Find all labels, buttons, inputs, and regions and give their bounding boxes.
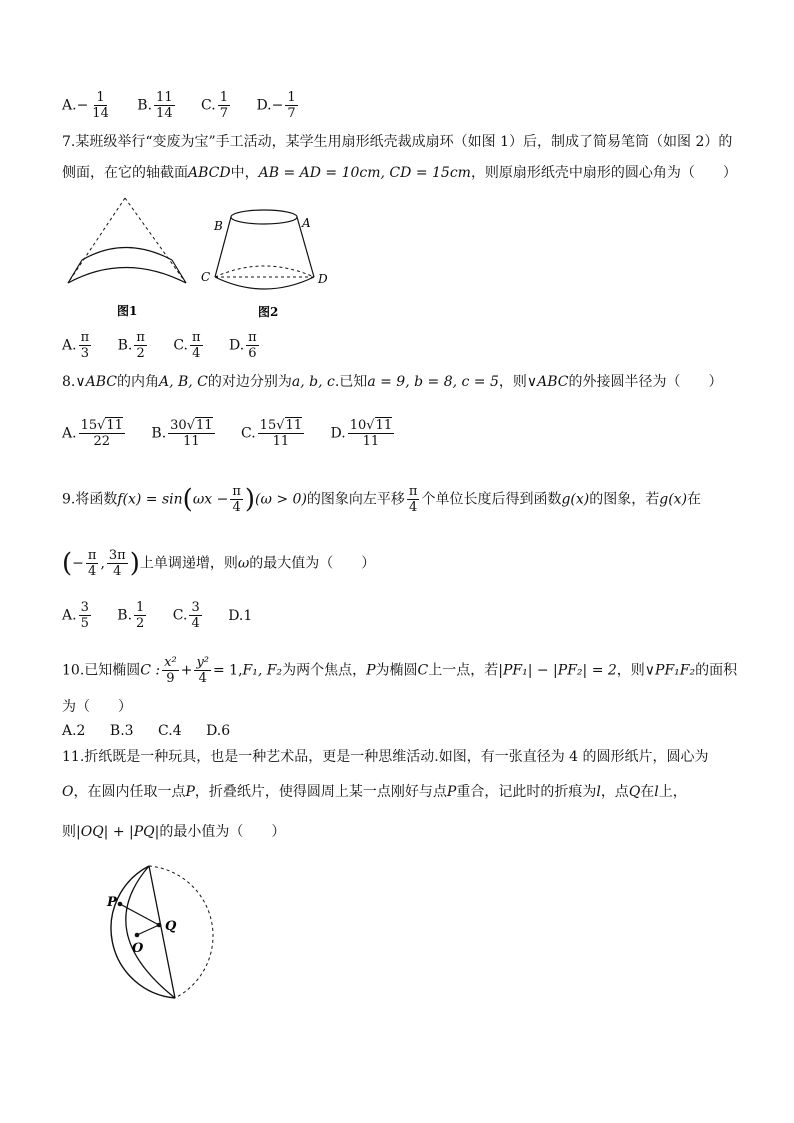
fig2-label-d: D — [318, 272, 328, 286]
q7-options — [62, 330, 281, 361]
q8-option-a[interactable]: A. $\frac{15√11}{22}$ — [62, 418, 123, 449]
q11-stem-line2: O，在圆内任取一点P，折叠纸片，使得圆周上某一点刚好与点P重合，记此时的折痕为l，点Q在l上， — [62, 784, 687, 800]
q9-stem-line2: (− $\frac{\pi}{4}$ , $\frac{3\pi}{4}$ )上单调递增，则ω的最大值为（ ） — [62, 548, 376, 579]
q10-option-d[interactable]: D.6 — [206, 723, 231, 739]
q10-options — [62, 721, 250, 741]
q7-figure-1 — [62, 195, 192, 320]
q10-option-b[interactable]: B.3 — [109, 723, 134, 739]
q8-options — [62, 418, 416, 449]
q10-stem-line1: 10.已知椭圆C : $\frac{\text{x²}}{9}$ + $\frac{\text{y²}}{4}$ = 1,F₁, F₂为两个焦点，P为椭圆C上一点，若|PF₁| − |PF₂| = 2，则∨PF₁F₂的面积 — [62, 655, 738, 686]
q8-option-b[interactable]: B. $\frac{30√11}{11}$ — [151, 418, 213, 449]
q6-option-b[interactable]: B. $\frac{11}{14}$ — [137, 90, 173, 121]
q7-figure-2 — [200, 203, 340, 323]
q11-label-o: O — [132, 941, 144, 956]
fig2-caption: 图2 — [258, 305, 279, 319]
q7-stem-line1: 7.某班级举行“变废为宝”手工活动，某学生用扇形纸壳裁成扇环（如图 1）后，制成了简易笔筒（如图 2）的 — [62, 134, 733, 150]
q7-option-c[interactable]: C. $\frac{\pi}{4}$ — [173, 330, 201, 361]
q11-label-p: P — [107, 895, 117, 910]
q9-option-b[interactable]: B. $\frac{1}{2}$ — [117, 600, 145, 631]
q9-option-c[interactable]: C. $\frac{3}{4}$ — [172, 600, 200, 631]
q9-stem-line1: 9.将函数f(x) = sin(ωx − $\frac{\pi}{4}$ )(ω > 0)的图象向左平移 $\frac{\pi}{4}$ 个单位长度后得到函数g(x)的图象，若g(x)在 — [62, 484, 702, 515]
q8-option-c[interactable]: C. $\frac{15√11}{11}$ — [241, 418, 303, 449]
q11-stem-line1: 11.折纸既是一种玩具，也是一种艺术品，更是一种思维活动.如图，有一张直径为 4 的圆形纸片，圆心为 — [62, 749, 709, 765]
q10-stem-line2: 为（ ） — [62, 699, 132, 715]
q9-option-a[interactable]: A. $\frac{3}{5}$ — [62, 600, 89, 631]
q7-option-b[interactable]: B. $\frac{\pi}{2}$ — [117, 330, 145, 361]
q10-option-a[interactable]: A.2 — [62, 723, 86, 739]
q8-stem: 8.∨ABC的内角A, B, C的对边分别为a, b, c.已知a = 9, b = 8, c = 5，则∨ABC的外接圆半径为（ ） — [62, 374, 723, 390]
fig2-label-a: A — [302, 216, 311, 230]
q10-option-c[interactable]: C.4 — [158, 723, 182, 739]
q6-option-a[interactable]: A.− $\frac{1}{14}$ — [62, 90, 109, 121]
q7-option-d[interactable]: D. $\frac{\pi}{6}$ — [228, 330, 257, 361]
q11-stem-line3: 则|OQ| + |PQ|的最小值为（ ） — [62, 824, 286, 840]
q8-option-d[interactable]: D. $\frac{10√11}{11}$ — [330, 418, 393, 449]
q9-option-d[interactable]: D.1 — [228, 607, 253, 624]
fig2-label-b: B — [214, 219, 223, 233]
q9-options — [62, 600, 272, 631]
fig2-label-c: C — [201, 270, 211, 284]
q7-option-a[interactable]: A. $\frac{\pi}{3}$ — [62, 330, 90, 361]
fig1-caption: 图1 — [117, 304, 138, 318]
q6-options — [62, 90, 320, 121]
q6-option-c[interactable]: C. $\frac{1}{7}$ — [201, 90, 228, 121]
q11-figure — [62, 862, 222, 1012]
q11-label-q: Q — [165, 919, 177, 934]
q6-option-d[interactable]: D.− $\frac{1}{7}$ — [256, 90, 296, 121]
q7-stem-line2: 侧面，在它的轴截面ABCD中，AB = AD = 10cm, CD = 15cm，则原扇形纸壳中扇形的圆心角为（ ） — [62, 165, 737, 181]
